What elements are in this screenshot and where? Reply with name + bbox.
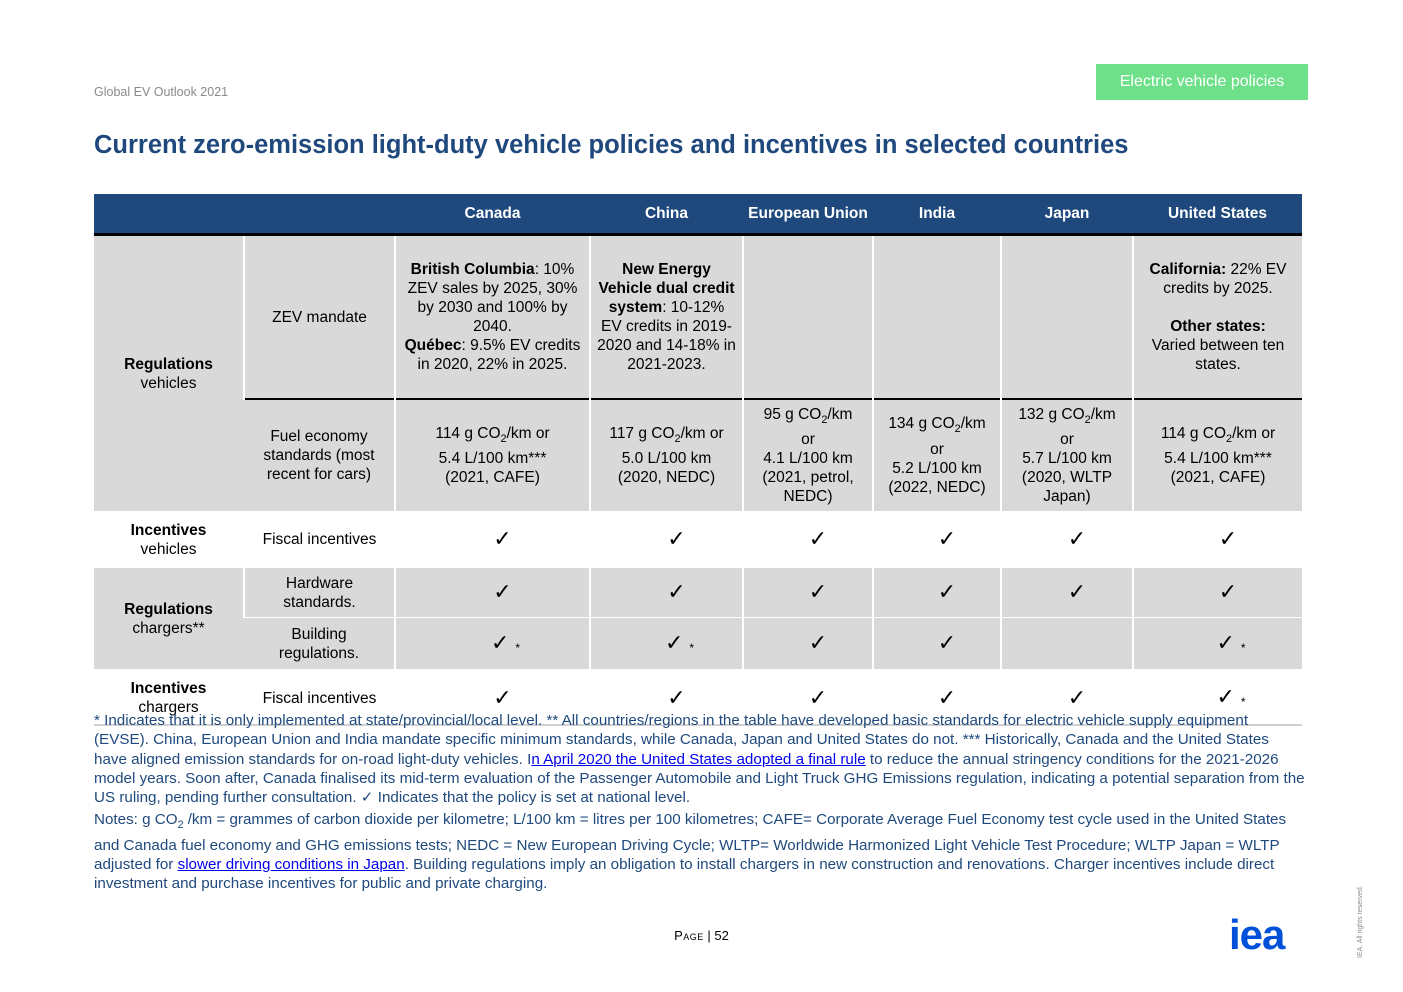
notes-text: . Building regulations imply an obligation to install chargers in new construction and renovations. Charger incentives include direct investment and purchase incentives for public and private charging. — [94, 856, 1275, 893]
check-icon: ✓ — [1067, 684, 1087, 710]
page-separator: | — [703, 928, 715, 943]
group-label: Regulations — [124, 600, 213, 618]
other-states-name: Other states: — [1170, 318, 1266, 335]
california-name: California: — [1149, 261, 1227, 278]
qc-text: : 9.5% EV credits in 2020, 22% in 2025. — [417, 337, 581, 373]
check-icon: ✓ — [664, 629, 684, 655]
check-icon: ✓ — [937, 579, 957, 604]
group-sublabel: vehicles — [140, 374, 197, 392]
cell-zev-eu — [743, 235, 873, 400]
page-title: Current zero-emission light-duty vehicle policies and incentives in selected countries — [94, 131, 1129, 159]
group-label: Incentives — [130, 680, 207, 697]
cell-fuel-india: 134 g $CO_2/km$ or 5.2 L/100 km (2022, NEDC) — [873, 399, 1001, 513]
cell-hardware-india — [873, 567, 1001, 618]
check-icon: ✓ — [1067, 526, 1087, 551]
page-label: Page — [674, 928, 704, 943]
page-number — [0, 928, 1403, 943]
footnote-text: * Indicates that it is only implemented at state/provincial/local level. ** All countries/regions in the table have developed basic standards for electric vehicle supply equipment (EVSE). China, European Union and India mandate specific minimum standards, while Canada, Japan and United States do not. *** Historically, Canada and the United States have aligned emission standards for on-road light-duty vehicles. I — [94, 712, 1269, 768]
check-icon: ✓ — [493, 526, 512, 551]
cell-fuel-eu: 95 g $CO_2/km$ or 4.1 L/100 km (2021, petrol, NEDC) — [743, 399, 873, 513]
co2-subscript: 2 — [177, 819, 184, 832]
check-icon: ✓ — [1216, 629, 1235, 655]
row-label-fiscal-incentives-chargers: Fiscal incentives — [244, 671, 395, 726]
cell-zev-japan — [1001, 235, 1133, 400]
check-icon: ✓ — [937, 684, 957, 710]
asterisk-mark: * — [689, 640, 695, 655]
cell-hardware-japan — [1001, 567, 1133, 618]
us-final-rule-link[interactable]: n April 2020 the United States adopted a final rule — [531, 750, 866, 768]
cell-zev-canada — [395, 235, 590, 400]
header-japan: Japan — [1001, 194, 1133, 235]
cell-fiscal-vehicles-china — [590, 513, 743, 567]
check-icon: ✓ — [493, 684, 512, 710]
check-icon: ✓ — [808, 684, 828, 710]
cell-building-japan — [1001, 618, 1133, 671]
check-icon: ✓ — [808, 526, 828, 551]
group-label: Regulations — [124, 355, 213, 373]
rights-notice: IEA. All rights reserved. — [1357, 885, 1364, 958]
check-icon: ✓ — [1218, 526, 1238, 551]
policy-table — [94, 194, 1302, 726]
footnotes — [94, 711, 1306, 897]
check-icon: ✓ — [667, 526, 686, 551]
cell-hardware-us — [1133, 567, 1302, 618]
table-header-row — [94, 194, 1302, 235]
check-icon: ✓ — [667, 579, 686, 604]
nev-text: : 10-12% EV credits in 2019-2020 and 14-18% in 2021-2023. — [597, 299, 736, 373]
check-icon: ✓ — [490, 629, 510, 655]
row-label-fiscal-incentives-vehicles: Fiscal incentives — [244, 513, 395, 567]
group-regulations-vehicles — [94, 235, 244, 513]
asterisk-mark: * — [515, 640, 521, 655]
group-sublabel: chargers** — [132, 619, 205, 637]
notes-text: /km = grammes of carbon dioxide per kilometre; L/100 km = litres per 100 kilometres; CAFE= Corporate Average Fuel Economy test cycle used in the United States and Canada fuel economy and GHG emissions tests; NEDC = New European Driving Cycle; WLTP= Worldwide Harmonized Light Vehicle Test Procedure; WLTP Japan = WLTP adjusted for — [94, 811, 1287, 874]
cell-fiscal-vehicles-canada — [395, 513, 590, 567]
header-china: China — [590, 194, 743, 235]
check-icon: ✓ — [1067, 579, 1087, 604]
footnote-text: to reduce the annual stringency conditions for the 2021-2026 model years. Soon after, Canada finalised its mid-term evaluation of the Passenger Automobile and Light Truck GHG Emissions regulation, indicating a potential separation from the US ruling, pending further consultation. ✓ Indicates that the policy is set at national level. — [94, 750, 1305, 807]
check-icon: ✓ — [1216, 684, 1235, 709]
cell-hardware-canada — [395, 567, 590, 618]
header-eu: European Union — [743, 194, 873, 235]
header-empty-1 — [94, 194, 244, 235]
cell-building-china — [590, 618, 743, 671]
header-india: India — [873, 194, 1001, 235]
cell-zev-china — [590, 235, 743, 400]
cell-fiscal-vehicles-india — [873, 513, 1001, 567]
row-label-building-regulations: Building regulations. — [244, 618, 395, 671]
table-row-fiscal-vehicles — [94, 513, 1302, 567]
cell-zev-us — [1133, 235, 1302, 400]
group-sublabel: vehicles — [140, 540, 197, 558]
page-number-value: 52 — [714, 928, 729, 943]
check-icon: ✓ — [937, 630, 957, 655]
table-row-fuel-economy — [94, 399, 1302, 513]
report-name: Global EV Outlook 2021 — [94, 85, 229, 99]
notes-text: Notes: g CO — [94, 811, 178, 829]
cell-fuel-canada: 114 g $CO_2/km$ or 5.4 L/100 km*** (2021, CAFE) — [395, 399, 590, 513]
bc-text: : 10% ZEV sales by 2025, 30% by 2030 and 100% by 2040. — [407, 261, 578, 335]
group-regulations-chargers — [94, 567, 244, 671]
asterisk-mark: * — [1240, 640, 1246, 655]
row-label-hardware-standards: Hardware standards. — [244, 567, 395, 618]
cell-zev-india — [873, 235, 1001, 400]
cell-building-us — [1133, 618, 1302, 671]
cell-fiscal-vehicles-eu — [743, 513, 873, 567]
nev-name: New Energy Vehicle dual credit system — [598, 261, 735, 316]
california-text: 22% EV credits by 2025. — [1163, 261, 1287, 297]
cell-hardware-eu — [743, 567, 873, 618]
group-incentives-vehicles — [94, 513, 244, 567]
check-icon: ✓ — [808, 579, 828, 604]
cell-fiscal-vehicles-japan — [1001, 513, 1133, 567]
bc-name: British Columbia — [410, 261, 535, 278]
table-row-hardware-standards — [94, 567, 1302, 618]
check-icon: ✓ — [493, 579, 512, 604]
check-icon: ✓ — [1218, 579, 1238, 604]
header-canada: Canada — [395, 194, 590, 235]
cell-hardware-china — [590, 567, 743, 618]
table-row-zev-mandate — [94, 235, 1302, 400]
cell-fuel-china: 117 g $CO_2/km$ or 5.0 L/100 km (2020, NEDC) — [590, 399, 743, 513]
iea-logo — [1229, 917, 1309, 953]
notes-paragraph — [94, 810, 1306, 893]
qc-name: Québec — [404, 337, 462, 354]
cell-building-canada — [395, 618, 590, 671]
cell-fuel-us: 114 g $CO_2/km$ or 5.4 L/100 km*** (2021, CAFE) — [1133, 399, 1302, 513]
other-states-text: Varied between ten states. — [1151, 337, 1285, 373]
cell-building-eu — [743, 618, 873, 671]
japan-driving-link[interactable]: slower driving conditions in Japan — [177, 856, 405, 874]
row-label-fuel-economy: Fuel economy standards (most recent for cars) — [244, 399, 395, 513]
check-icon: ✓ — [667, 684, 686, 710]
cell-building-india — [873, 618, 1001, 671]
footnote-paragraph — [94, 711, 1306, 807]
cell-fiscal-vehicles-us — [1133, 513, 1302, 567]
check-icon: ✓ — [937, 526, 957, 551]
row-label-zev-mandate: ZEV mandate — [244, 235, 395, 400]
group-sublabel: chargers — [138, 699, 199, 716]
cell-fuel-japan: 132 g $CO_2/km$ or 5.7 L/100 km (2020, WLTP Japan) — [1001, 399, 1133, 513]
iea-logo-text: iea — [1229, 917, 1285, 953]
header-us: United States — [1133, 194, 1302, 235]
section-tag: Electric vehicle policies — [1096, 64, 1308, 100]
check-icon: ✓ — [808, 630, 828, 655]
header-empty-2 — [244, 194, 395, 235]
group-label: Incentives — [130, 521, 207, 539]
asterisk-mark: * — [1240, 695, 1246, 709]
table-row-building-regulations — [94, 618, 1302, 671]
